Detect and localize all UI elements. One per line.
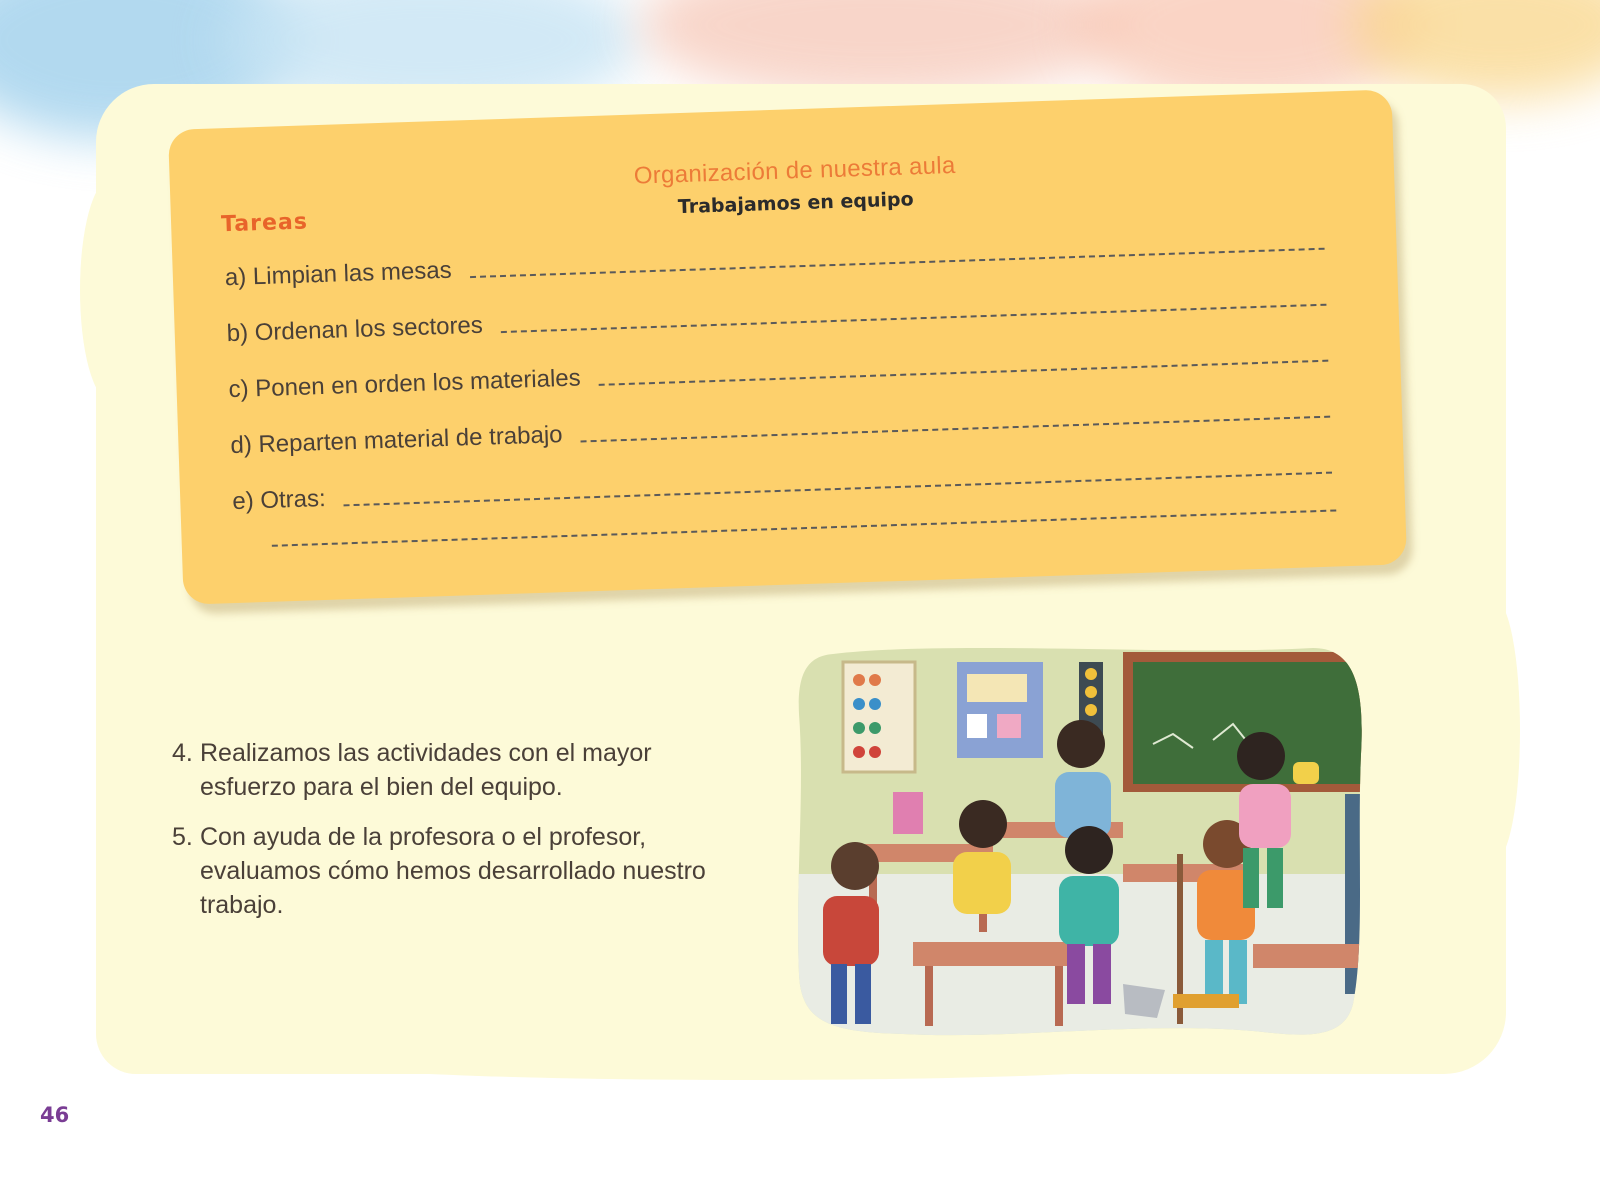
classroom-illustration xyxy=(793,644,1366,1038)
panel-edge xyxy=(80,180,140,400)
step-number: 4. xyxy=(172,739,193,767)
task-row-a xyxy=(224,222,1325,292)
task-row-e xyxy=(232,446,1333,516)
answer-line[interactable] xyxy=(599,360,1328,386)
answer-line[interactable] xyxy=(344,472,1332,507)
card-subtitle: Trabajamos en equipo xyxy=(677,188,914,219)
step-item xyxy=(172,736,752,804)
desk-icon xyxy=(913,942,1073,966)
task-label: c) Ponen en orden los materiales xyxy=(228,364,582,404)
task-card xyxy=(168,89,1407,604)
step-number: 5. xyxy=(172,823,193,851)
panel-edge xyxy=(300,1040,1200,1080)
answer-line[interactable] xyxy=(470,248,1325,278)
steps-list xyxy=(172,736,752,938)
step-text: Realizamos las actividades con el mayor esfuerzo para el bien del equipo. xyxy=(200,739,652,801)
broom-icon xyxy=(1173,994,1239,1008)
step-text: Con ayuda de la profesora o el profesor, evaluamos cómo hemos desarrollado nuestro trabajo. xyxy=(200,823,706,919)
task-row-c xyxy=(228,334,1329,404)
answer-line-extra[interactable] xyxy=(272,509,1336,546)
answer-line[interactable] xyxy=(581,416,1330,443)
task-label: a) Limpian las mesas xyxy=(224,256,453,292)
desk-icon xyxy=(1253,944,1363,968)
task-row-d xyxy=(230,390,1331,460)
task-label: e) Otras: xyxy=(231,484,327,516)
step-item xyxy=(172,820,752,922)
card-title: Organización de nuestra aula xyxy=(633,151,957,190)
task-label: d) Reparten material de trabajo xyxy=(230,421,563,460)
task-row-b xyxy=(226,278,1327,348)
panel-edge xyxy=(1470,600,1520,860)
page-number: 46 xyxy=(40,1103,70,1127)
child-figure xyxy=(1055,720,1111,838)
answer-line[interactable] xyxy=(501,304,1326,333)
tasks-heading: Tareas xyxy=(220,209,309,238)
task-label: b) Ordenan los sectores xyxy=(226,311,484,348)
